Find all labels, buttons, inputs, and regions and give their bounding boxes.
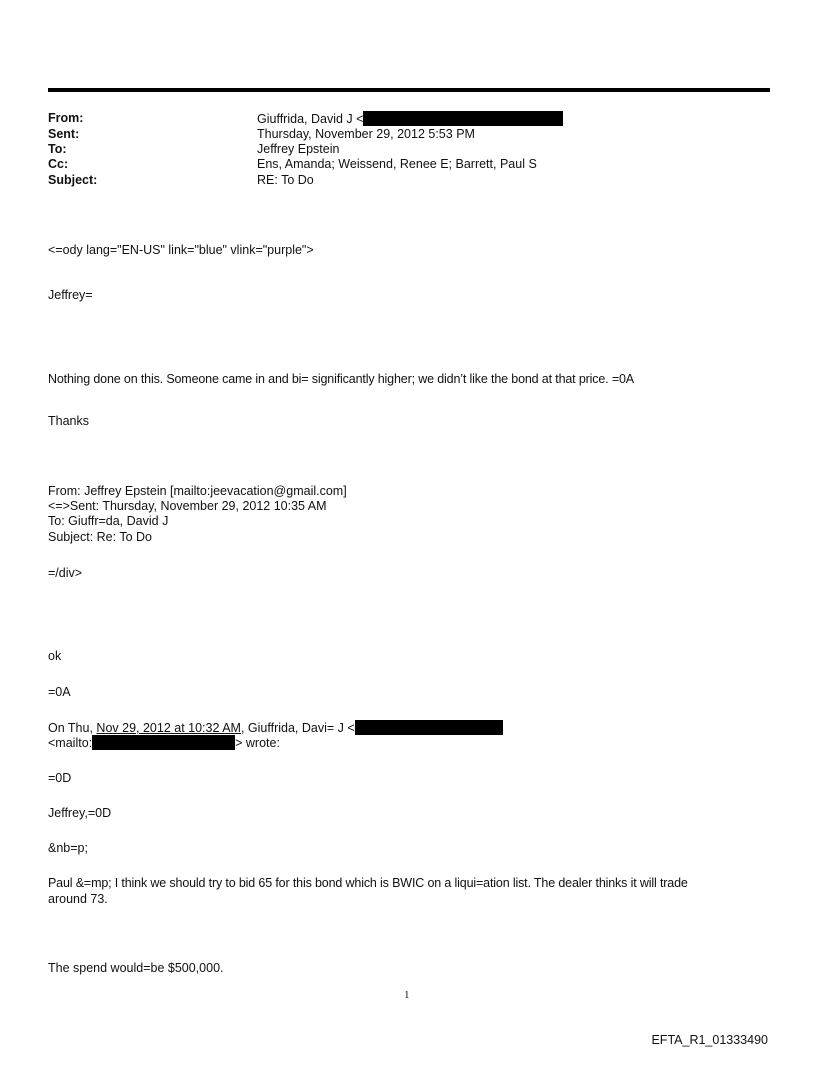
body-line: Paul &=mp; I think we should try to bid 65 for this bond which is BWIC on a liqui=ation list. The dealer thinks it will trade [48,876,688,890]
to-label: To: [48,142,67,156]
page-number: 1 [404,989,410,1001]
redaction-box [92,735,235,750]
from-value [257,111,563,126]
subject-value: RE: To Do [257,173,314,187]
body-line: &nb=p; [48,841,88,855]
redaction-box [363,111,563,126]
body-line: Subject: Re: To Do [48,530,152,544]
body-line: Thanks [48,414,89,428]
to-value: Jeffrey Epstein [257,142,340,156]
quote-prefix: On Thu, [48,721,97,735]
body-line: <=>Sent: Thursday, November 29, 2012 10:35 AM [48,499,327,513]
footer-id: EFTA_R1_01333490 [651,1033,768,1047]
cc-label: Cc: [48,157,69,171]
from-label: From: [48,111,84,125]
sent-value: Thursday, November 29, 2012 5:53 PM [257,127,475,141]
body-line: Jeffrey= [48,288,93,302]
body-line: =0A [48,685,71,699]
quote-sender: , Giuffrida, Davi= J < [240,721,355,735]
from-name: Giuffrida, David J < [257,112,364,126]
body-line: =/div> [48,566,83,580]
body-line: =0D [48,771,72,785]
body-line: Jeffrey,=0D [48,806,112,820]
subject-label: Subject: [48,173,98,187]
body-line: To: Giuffr=da, David J [48,514,169,528]
sent-label: Sent: [48,127,80,141]
body-line: Nothing done on this. Someone came in and bi= significantly higher; we didn’t like the bond at that price. =0A [48,372,634,386]
quoted-header-line [48,720,503,735]
cc-value: Ens, Amanda; Weissend, Renee E; Barrett, Paul S [257,157,537,171]
mailto-line [48,735,280,750]
body-line: around 73. [48,892,108,906]
redaction-box [355,720,503,735]
body-line: The spend would=be $500,000. [48,961,224,975]
header-rule [48,88,770,92]
wrote-text: > wrote: [235,736,280,750]
body-line: From: Jeffrey Epstein [mailto:jeevacation@gmail.com] [48,484,347,498]
body-line: ok [48,649,62,663]
mailto-prefix: <mailto: [48,736,93,750]
date-link[interactable]: Nov 29, 2012 at 10:32 AM [96,721,241,735]
body-line: <=ody lang="EN-US" link="blue" vlink="purple"> [48,243,314,257]
